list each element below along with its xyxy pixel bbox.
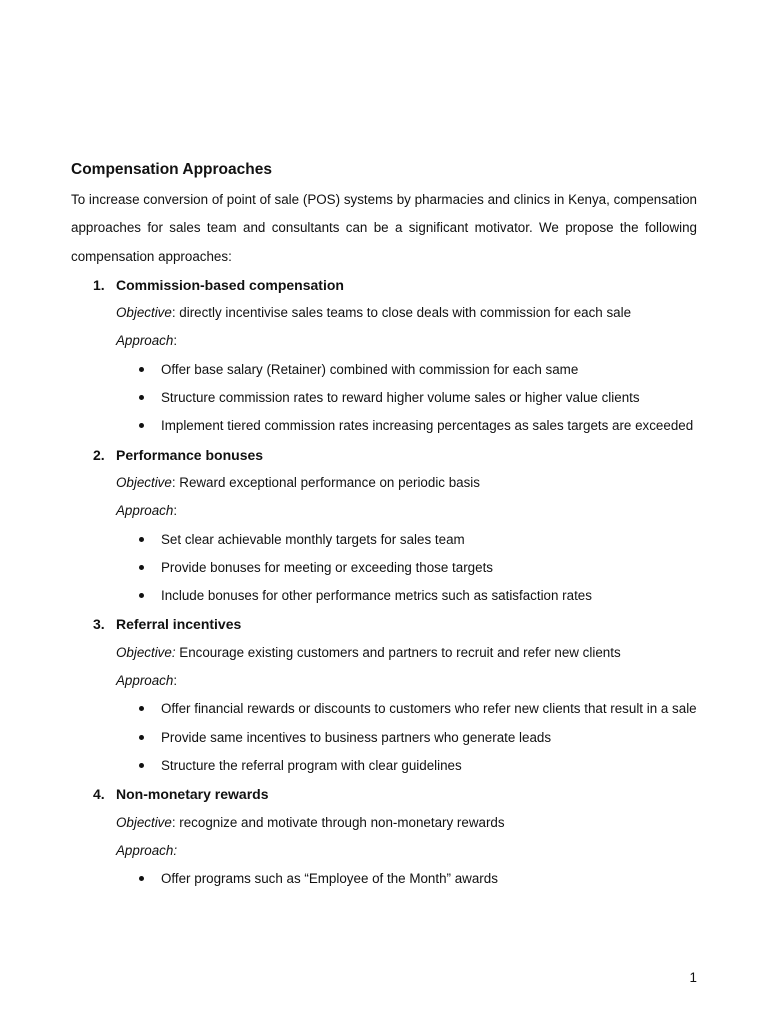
section-1 bbox=[71, 271, 697, 441]
approach-label: Approach bbox=[116, 333, 174, 349]
bullet-dot-icon bbox=[139, 706, 144, 711]
section-number: 4. bbox=[93, 786, 105, 803]
bullet-text: Structure the referral program with clear guidelines bbox=[161, 757, 462, 773]
approach-suffix: : bbox=[173, 503, 178, 519]
bullet-item bbox=[161, 865, 697, 893]
section-title bbox=[71, 780, 697, 808]
approach-label: Approach bbox=[116, 503, 174, 519]
section-title bbox=[71, 441, 697, 469]
section-number: 2. bbox=[93, 446, 105, 463]
approach-line bbox=[71, 327, 697, 355]
bullet-dot-icon bbox=[139, 593, 144, 598]
objective-line bbox=[71, 639, 697, 667]
bullet-dot-icon bbox=[139, 763, 144, 768]
objective-text: : recognize and motivate through non-monetary rewards bbox=[171, 814, 505, 830]
objective-line bbox=[71, 809, 697, 837]
section-title-text: Non-monetary rewards bbox=[116, 786, 269, 803]
bullet-text: Provide same incentives to business partners who generate leads bbox=[161, 729, 552, 745]
objective-label: Objective bbox=[116, 305, 172, 321]
bullet-text: Offer base salary (Retainer) combined with commission for each same bbox=[161, 361, 579, 377]
approach-suffix: : bbox=[173, 673, 178, 689]
objective-label: Objective: bbox=[116, 644, 176, 660]
section-number: 3. bbox=[93, 616, 105, 633]
section-title-text: Performance bonuses bbox=[116, 446, 264, 463]
bullet-list bbox=[71, 356, 697, 441]
objective-text: : Reward exceptional performance on periodic basis bbox=[171, 474, 480, 490]
objective-text: Encourage existing customers and partners to recruit and refer new clients bbox=[175, 644, 621, 660]
bullet-text: Offer programs such as “Employee of the Month” awards bbox=[161, 871, 498, 887]
bullet-text: Include bonuses for other performance metrics such as satisfaction rates bbox=[161, 588, 592, 604]
approach-suffix: : bbox=[173, 333, 178, 349]
approach-line bbox=[71, 497, 697, 525]
page-number: 1 bbox=[689, 970, 697, 985]
bullet-list bbox=[71, 526, 697, 611]
bullet-item bbox=[161, 412, 697, 440]
bullet-item bbox=[161, 582, 697, 610]
bullet-text: Provide bonuses for meeting or exceeding those targets bbox=[161, 559, 493, 575]
section-2 bbox=[71, 441, 697, 611]
bullet-item bbox=[161, 752, 697, 780]
section-title bbox=[71, 271, 697, 299]
bullet-item bbox=[161, 526, 697, 554]
approach-line bbox=[71, 667, 697, 695]
bullet-text: Set clear achievable monthly targets for sales team bbox=[161, 531, 465, 547]
bullet-dot-icon bbox=[139, 565, 144, 570]
bullet-item bbox=[161, 384, 697, 412]
bullet-list bbox=[71, 865, 697, 893]
objective-line bbox=[71, 299, 697, 327]
approach-label: Approach bbox=[116, 673, 174, 689]
bullet-item bbox=[161, 724, 697, 752]
section-title-text: Commission-based compensation bbox=[116, 276, 344, 293]
bullet-text: Offer financial rewards or discounts to customers who refer new clients that result in a sale bbox=[161, 701, 697, 717]
document-page bbox=[71, 158, 697, 893]
bullet-dot-icon bbox=[139, 735, 144, 740]
section-3 bbox=[71, 610, 697, 780]
bullet-item bbox=[161, 356, 697, 384]
document-heading: Compensation Approaches bbox=[71, 161, 272, 178]
section-number: 1. bbox=[93, 276, 105, 293]
bullet-dot-icon bbox=[139, 423, 144, 428]
section-title-text: Referral incentives bbox=[116, 616, 242, 633]
bullet-text: Implement tiered commission rates increasing percentages as sales targets are exceeded bbox=[161, 418, 694, 434]
bullet-dot-icon bbox=[139, 537, 144, 542]
objective-line bbox=[71, 469, 697, 497]
bullet-list bbox=[71, 695, 697, 780]
bullet-item bbox=[161, 554, 697, 582]
bullet-dot-icon bbox=[139, 876, 144, 881]
bullet-dot-icon bbox=[139, 395, 144, 400]
bullet-dot-icon bbox=[139, 367, 144, 372]
objective-label: Objective bbox=[116, 474, 172, 490]
bullet-text: Structure commission rates to reward higher volume sales or higher value clients bbox=[161, 390, 640, 406]
section-title bbox=[71, 610, 697, 638]
bullet-item bbox=[161, 695, 697, 723]
objective-text: : directly incentivise sales teams to close deals with commission for each sale bbox=[171, 305, 632, 321]
objective-label: Objective bbox=[116, 814, 172, 830]
approach-line bbox=[71, 837, 697, 865]
intro-paragraph: To increase conversion of point of sale (POS) systems by pharmacies and clinics in Kenya, compensation approaches for sales team and consultants can be a significant motivator. We propose the following compensation approaches: bbox=[71, 192, 697, 264]
section-4 bbox=[71, 780, 697, 893]
sections-container bbox=[71, 271, 697, 894]
approach-label: Approach: bbox=[116, 842, 178, 858]
